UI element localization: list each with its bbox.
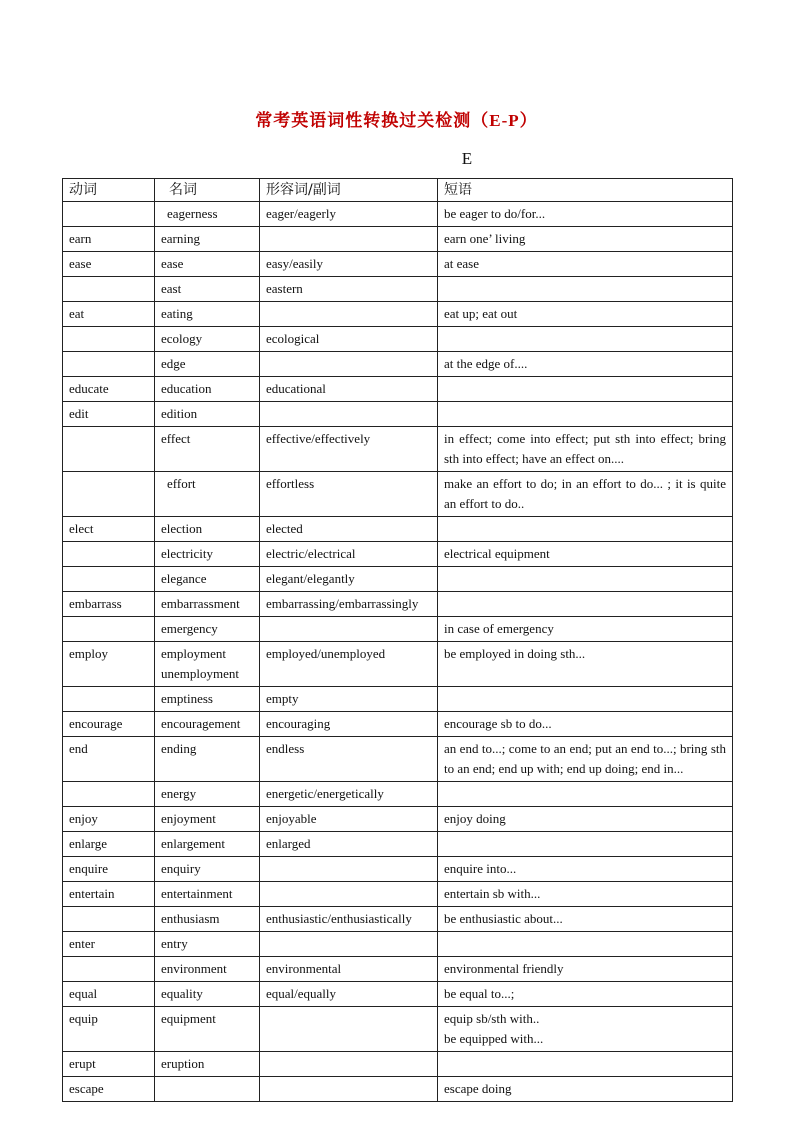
noun-cell [155,982,260,1007]
verb-cell-text: employ [69,646,108,661]
adjective-cell-text: eastern [266,281,303,296]
verb-cell-text [69,909,148,929]
verb-cell [63,402,155,427]
adjective-cell-text [266,884,431,904]
table-row [63,1077,733,1102]
adjective-cell [260,642,438,687]
adjective-cell-text: educational [266,381,326,396]
adjective-cell-text [266,934,431,954]
phrase-cell-text: environmental friendly [444,961,564,976]
noun-cell-text: effort [167,476,196,491]
table-row [63,427,733,472]
verb-cell [63,252,155,277]
noun-cell [155,352,260,377]
phrase-cell [438,1052,733,1077]
adjective-cell [260,227,438,252]
noun-cell [155,642,260,687]
table-row [63,377,733,402]
verb-cell [63,542,155,567]
noun-cell [155,807,260,832]
noun-cell [155,202,260,227]
verb-cell [63,352,155,377]
phrase-cell [438,737,733,782]
verb-cell [63,807,155,832]
phrase-cell-text: escape doing [444,1081,512,1096]
table-row [63,592,733,617]
phrase-cell-text: equip sb/sth with.. [444,1011,540,1026]
document-title: 常考英语词性转换过关检测（E-P） [255,111,538,130]
phrase-cell-text: electrical equipment [444,546,550,561]
noun-cell-text: ease [161,256,184,271]
adjective-cell-text: embarrassing/embarrassingly [266,596,419,611]
verb-cell [63,782,155,807]
phrase-cell [438,302,733,327]
phrase-cell [438,932,733,957]
noun-cell-text: employment [161,646,226,661]
adjective-cell [260,567,438,592]
adjective-cell [260,957,438,982]
noun-cell-text: eating [161,306,193,321]
adjective-cell-text [266,304,431,324]
noun-cell [155,252,260,277]
verb-cell-text: enlarge [69,836,108,851]
verb-cell-text [69,569,148,589]
adjective-cell-text: elegant/elegantly [266,571,355,586]
noun-cell [155,617,260,642]
adjective-cell-text [266,1054,431,1074]
noun-cell-text: election [161,521,203,536]
adjective-cell [260,832,438,857]
adjective-cell [260,252,438,277]
table-row [63,907,733,932]
verb-cell [63,227,155,252]
noun-cell-text: edition [161,406,198,421]
adjective-cell [260,302,438,327]
noun-cell [155,687,260,712]
noun-cell [155,782,260,807]
adjective-cell [260,402,438,427]
adjective-cell-text: environmental [266,961,342,976]
phrase-cell [438,542,733,567]
table-row [63,252,733,277]
verb-cell-text [69,689,148,709]
adjective-cell-text: effective/effectively [266,431,371,446]
noun-cell-text-2: unemployment [161,666,239,681]
verb-cell [63,857,155,882]
verb-cell [63,737,155,782]
phrase-cell [438,957,733,982]
table-row [63,302,733,327]
table-row [63,277,733,302]
adjective-cell-text: endless [266,741,305,756]
adjective-cell [260,202,438,227]
adjective-cell-text: enjoyable [266,811,317,826]
phrase-cell-text [444,279,726,299]
noun-cell-text: elegance [161,571,207,586]
adjective-cell [260,712,438,737]
adjective-cell-text: eager/eagerly [266,206,337,221]
verb-cell-text [69,204,148,224]
phrase-cell-text: an end to...; come to an end; put an end to...; bring sth to an end; end up with; end up doing; end in... [444,741,726,776]
phrase-cell [438,1077,733,1102]
verb-cell-text: escape [69,1081,104,1096]
table-row [63,1052,733,1077]
noun-cell [155,857,260,882]
verb-cell-text: educate [69,381,109,396]
adjective-cell-text: enlarged [266,836,311,851]
noun-cell [155,327,260,352]
table-row [63,857,733,882]
noun-cell-text: emptiness [161,691,213,706]
adjective-cell [260,617,438,642]
noun-cell-text: equality [161,986,203,1001]
verb-cell [63,832,155,857]
verb-cell [63,202,155,227]
noun-cell-text: eruption [161,1056,205,1071]
verb-cell [63,472,155,517]
table-body [63,202,733,1102]
table-row [63,882,733,907]
table-row [63,687,733,712]
noun-cell [155,932,260,957]
phrase-cell [438,712,733,737]
adjective-cell-text [266,354,431,374]
table-header-row [63,179,733,202]
verb-cell [63,592,155,617]
verb-cell [63,377,155,402]
adjective-cell-text [266,229,431,249]
adjective-cell-text: equal/equally [266,986,337,1001]
table-row [63,712,733,737]
phrase-cell-text: be employed in doing sth... [444,646,586,661]
verb-cell-text [69,544,148,564]
verb-cell-text [69,959,148,979]
phrase-cell [438,472,733,517]
adjective-cell [260,982,438,1007]
verb-cell-text [69,279,148,299]
noun-cell [155,737,260,782]
verb-cell [63,687,155,712]
verb-cell-text: encourage [69,716,123,731]
verb-cell [63,1052,155,1077]
adjective-cell [260,427,438,472]
table-row [63,402,733,427]
table-row [63,832,733,857]
verb-cell-text: elect [69,521,94,536]
noun-cell [155,302,260,327]
verb-cell [63,882,155,907]
adjective-cell [260,857,438,882]
phrase-cell [438,617,733,642]
phrase-cell-text [444,1054,726,1074]
phrase-cell [438,427,733,472]
noun-cell-text: electricity [161,546,213,561]
noun-cell [155,472,260,517]
verb-cell [63,932,155,957]
phrase-cell [438,352,733,377]
verb-cell [63,302,155,327]
phrase-cell-text [444,689,726,709]
header-verb: 动词 [63,179,155,202]
noun-cell-text: edge [161,356,186,371]
verb-cell-text: erupt [69,1056,96,1071]
phrase-cell [438,517,733,542]
noun-cell-text: encouragement [161,716,241,731]
phrase-cell [438,402,733,427]
table-row [63,932,733,957]
phrase-cell-text: enquire into... [444,861,517,876]
noun-cell-text: emergency [161,621,218,636]
verb-cell-text [69,784,148,804]
phrase-cell-text [444,784,726,804]
noun-cell-text: enthusiasm [161,911,220,926]
table-row [63,982,733,1007]
phrase-cell-text: enjoy doing [444,811,506,826]
phrase-cell-text: eat up; eat out [444,306,518,321]
verb-cell-text [69,329,148,349]
phrase-cell-text: make an effort to do; in an effort to do... ; it is quite an effort to do.. [444,476,726,511]
adjective-cell-text: enthusiastic/enthusiastically [266,911,412,926]
phrase-cell [438,227,733,252]
noun-cell-text: embarrassment [161,596,240,611]
header-noun: 名词 [155,179,260,202]
noun-cell-text: enlargement [161,836,226,851]
table-row [63,517,733,542]
table-row [63,617,733,642]
adjective-cell-text: easy/easily [266,256,324,271]
phrase-cell-text [444,594,726,614]
phrase-cell-text: at ease [444,256,480,271]
noun-cell [155,427,260,472]
adjective-cell-text: employed/unemployed [266,646,386,661]
verb-cell [63,1077,155,1102]
phrase-cell-text [444,519,726,539]
adjective-cell [260,352,438,377]
verb-cell-text: end [69,741,88,756]
adjective-cell [260,277,438,302]
adjective-cell-text [266,619,431,639]
adjective-cell-text [266,1079,431,1099]
noun-cell [155,832,260,857]
table-row [63,227,733,252]
verb-cell [63,517,155,542]
phrase-cell [438,832,733,857]
phrase-cell-text: in effect; come into effect; put sth into effect; bring sth into effect; have an effect on.... [444,431,726,466]
table-row [63,807,733,832]
adjective-cell [260,472,438,517]
adjective-cell [260,592,438,617]
phrase-cell-text: at the edge of.... [444,356,528,371]
phrase-cell [438,687,733,712]
verb-cell [63,907,155,932]
phrase-cell [438,642,733,687]
phrase-cell-text: entertain sb with... [444,886,541,901]
noun-cell [155,882,260,907]
phrase-cell [438,202,733,227]
verb-cell-text [69,619,148,639]
adjective-cell [260,1077,438,1102]
noun-cell-text: enquiry [161,861,201,876]
verb-cell [63,957,155,982]
verb-cell-text [69,354,148,374]
noun-cell-text: eagerness [167,206,218,221]
noun-cell-text: equipment [161,1011,216,1026]
verb-cell-text: eat [69,306,85,321]
verb-cell [63,277,155,302]
verb-cell-text: enter [69,936,95,951]
phrase-cell [438,277,733,302]
adjective-cell [260,907,438,932]
noun-cell-text: enjoyment [161,811,216,826]
adjective-cell-text: ecological [266,331,320,346]
adjective-cell [260,932,438,957]
phrase-cell [438,1007,733,1052]
adjective-cell [260,807,438,832]
verb-cell-text [69,429,148,449]
noun-cell-text: education [161,381,212,396]
adjective-cell [260,882,438,907]
verb-cell [63,712,155,737]
adjective-cell-text: elected [266,521,303,536]
adjective-cell [260,327,438,352]
adjective-cell [260,1007,438,1052]
adjective-cell [260,517,438,542]
noun-cell-text: environment [161,961,227,976]
noun-cell [155,1052,260,1077]
table-row [63,202,733,227]
table-row [63,782,733,807]
noun-cell [155,277,260,302]
table-row [63,737,733,782]
noun-cell-text: ending [161,741,197,756]
noun-cell-text: effect [161,431,191,446]
adjective-cell-text [266,1009,431,1029]
verb-cell [63,982,155,1007]
noun-cell [155,377,260,402]
phrase-cell [438,567,733,592]
noun-cell [155,1077,260,1102]
word-conversion-table [62,178,733,1102]
verb-cell-text: embarrass [69,596,122,611]
phrase-cell-text: in case of emergency [444,621,554,636]
phrase-cell-text [444,569,726,589]
phrase-cell-text [444,404,726,424]
noun-cell-text: energy [161,786,197,801]
verb-cell-text: edit [69,406,89,421]
phrase-cell-text: be eager to do/for... [444,206,546,221]
noun-cell [155,227,260,252]
noun-cell-text: ecology [161,331,203,346]
verb-cell-text [69,474,148,494]
verb-cell-text: enquire [69,861,108,876]
noun-cell [155,592,260,617]
phrase-cell [438,377,733,402]
phrase-cell-text: be enthusiastic about... [444,911,563,926]
table-row [63,352,733,377]
adjective-cell [260,542,438,567]
adjective-cell-text [266,404,431,424]
phrase-cell [438,907,733,932]
verb-cell-text: earn [69,231,92,246]
table-row [63,957,733,982]
verb-cell-text: ease [69,256,92,271]
adjective-cell-text [266,859,431,879]
verb-cell [63,427,155,472]
verb-cell [63,567,155,592]
adjective-cell [260,1052,438,1077]
verb-cell [63,617,155,642]
noun-cell-text: east [161,281,182,296]
table-row [63,567,733,592]
header-phrase: 短语 [438,179,733,202]
verb-cell-text: equal [69,986,98,1001]
verb-cell-text: enjoy [69,811,98,826]
noun-cell [155,517,260,542]
noun-cell [155,712,260,737]
phrase-cell [438,982,733,1007]
adjective-cell [260,737,438,782]
noun-cell [155,567,260,592]
table-row [63,1007,733,1052]
noun-cell [155,907,260,932]
verb-cell-text: entertain [69,886,115,901]
adjective-cell-text: electric/electrical [266,546,356,561]
table-row [63,472,733,517]
verb-cell [63,642,155,687]
phrase-cell [438,882,733,907]
phrase-cell [438,782,733,807]
noun-cell-text [161,1079,253,1099]
adjective-cell [260,377,438,402]
verb-cell-text: equip [69,1011,98,1026]
phrase-cell-text [444,834,726,854]
phrase-cell [438,807,733,832]
section-letter: E [461,149,473,168]
phrase-cell [438,252,733,277]
phrase-cell [438,857,733,882]
noun-cell [155,542,260,567]
phrase-cell-text: encourage sb to do... [444,716,552,731]
noun-cell-text: entry [161,936,188,951]
table-row [63,327,733,352]
noun-cell-text: earning [161,231,200,246]
phrase-cell-text-2: be equipped with... [444,1031,544,1046]
phrase-cell-text [444,934,726,954]
noun-cell-text: entertainment [161,886,233,901]
adjective-cell-text: empty [266,691,299,706]
verb-cell [63,1007,155,1052]
noun-cell [155,957,260,982]
noun-cell [155,1007,260,1052]
phrase-cell-text [444,329,726,349]
phrase-cell-text: earn one’ living [444,231,526,246]
phrase-cell [438,592,733,617]
phrase-cell-text: be equal to...; [444,986,515,1001]
adjective-cell-text: encouraging [266,716,331,731]
noun-cell [155,402,260,427]
phrase-cell-text [444,379,726,399]
header-adjective-adverb: 形容词/副词 [260,179,438,202]
adjective-cell [260,687,438,712]
verb-cell [63,327,155,352]
phrase-cell [438,327,733,352]
adjective-cell [260,782,438,807]
table-row [63,542,733,567]
adjective-cell-text: energetic/energetically [266,786,384,801]
table-row [63,642,733,687]
adjective-cell-text: effortless [266,476,315,491]
